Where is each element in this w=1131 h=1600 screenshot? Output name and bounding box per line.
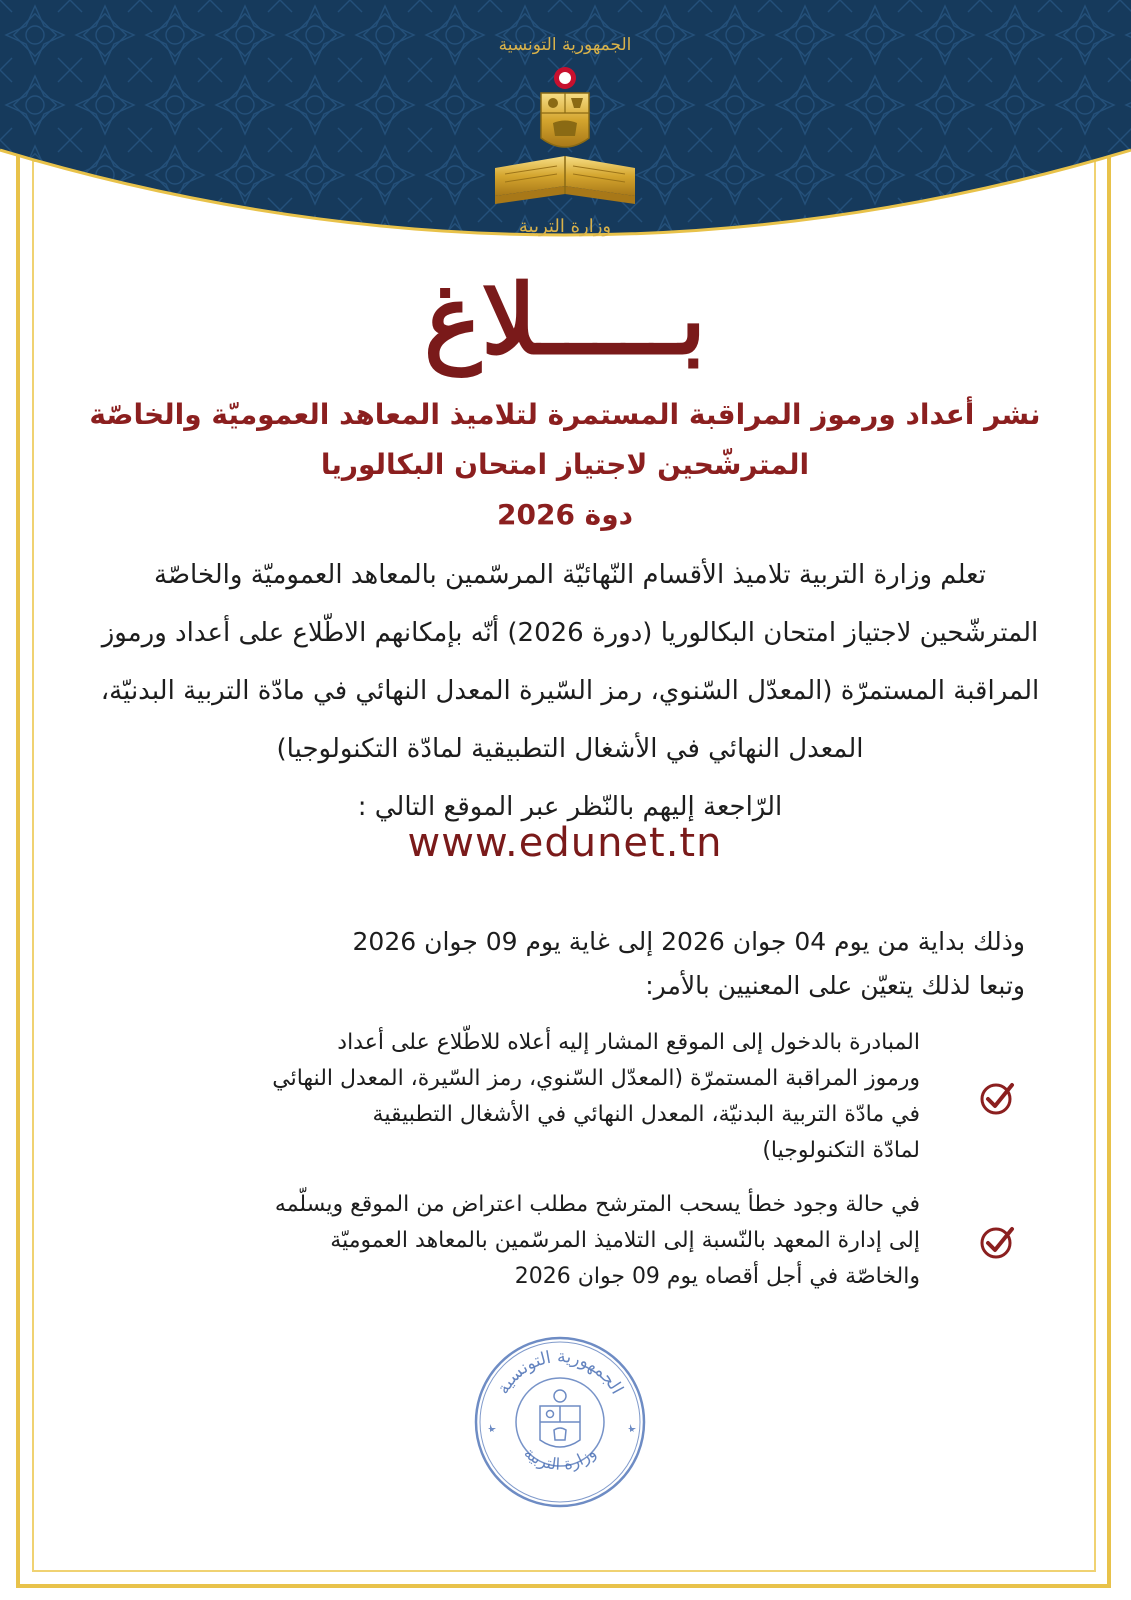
- instructions-list: [150, 1025, 1050, 1313]
- list-item-line: في حالة وجود خطأ يسحب المترشح مطلب اعتراض من الموقع ويسلّمه: [274, 1192, 920, 1217]
- emblem-top-text: الجمهورية التونسية: [498, 35, 632, 55]
- list-item-line: ورموز المراقبة المستمرّة (المعدّل السّنوي، رمز السّيرة، المعدل النهائي: [272, 1066, 920, 1091]
- seal-outer-text: الجمهورية التونسية: [493, 1346, 627, 1398]
- emblem-bottom-text: وزارة التربية: [518, 216, 612, 237]
- subtitle-line: دوة 2026: [497, 498, 633, 531]
- dates-line: وتبعا لذلك يتعيّن على المعنيين بالأمر:: [645, 971, 1025, 1000]
- check-icon: [978, 1077, 1018, 1117]
- list-item: [150, 1025, 1050, 1169]
- dates-line: وذلك بداية من يوم 04 جوان 2026 إلى غاية يوم 09 جوان 2026: [352, 927, 1025, 956]
- ministry-emblem: [485, 18, 645, 243]
- body-line: المترشّحين لاجتياز امتحان البكالوريا (دورة 2026) أنّه بإمكانهم الاطّلاع على أعداد ورموز: [101, 618, 1039, 648]
- list-item-line: إلى إدارة المعهد بالنّسبة إلى التلاميذ المرسّمين بالمعاهد العموميّة: [330, 1228, 920, 1253]
- list-item: [150, 1187, 1050, 1295]
- list-item-line: في مادّة التربية البدنيّة، المعدل النهائي في الأشغال التطبيقية: [372, 1102, 920, 1127]
- website-link[interactable]: www.edunet.tn: [407, 820, 723, 866]
- body-line: المراقبة المستمرّة (المعدّل السّنوي، رمز السّيرة المعدل النهائي في مادّة التربية البدنيّة،: [100, 676, 1040, 706]
- announcement-body: [80, 546, 1060, 836]
- seal-bottom-text: وزارة التربية: [520, 1443, 600, 1474]
- page-title: بـــــلاغ: [424, 263, 706, 376]
- body-line: تعلم وزارة التربية تلاميذ الأقسام النّهائيّة المرسّمين بالمعاهد العموميّة والخاصّة: [154, 560, 986, 590]
- book-icon: [495, 156, 635, 204]
- list-item-line: والخاصّة في أجل أقصاه يوم 09 جوان 2026: [514, 1264, 920, 1289]
- list-item-line: المبادرة بالدخول إلى الموقع المشار إليه أعلاه للاطّلاع على أعداد: [337, 1030, 920, 1055]
- body-line: المعدل النهائي في الأشغال التطبيقية لمادّة التكنولوجيا): [276, 734, 864, 764]
- ministry-seal-icon: [470, 1332, 650, 1512]
- subtitle-line: نشر أعداد ورموز المراقبة المستمرة لتلاميذ المعاهد العموميّة والخاصّة: [89, 398, 1041, 431]
- list-item-line: لمادّة التكنولوجيا): [762, 1138, 920, 1163]
- subtitle-line: المترشّحين لاجتياز امتحان البكالوريا: [320, 448, 810, 481]
- check-icon: [978, 1221, 1018, 1261]
- announcement-subtitle: [60, 390, 1070, 540]
- body-line: الرّاجعة إليهم بالنّظر عبر الموقع التالي :: [357, 792, 783, 822]
- tunisia-emblem-icon: [541, 67, 589, 147]
- dates-paragraph: [125, 920, 1025, 1008]
